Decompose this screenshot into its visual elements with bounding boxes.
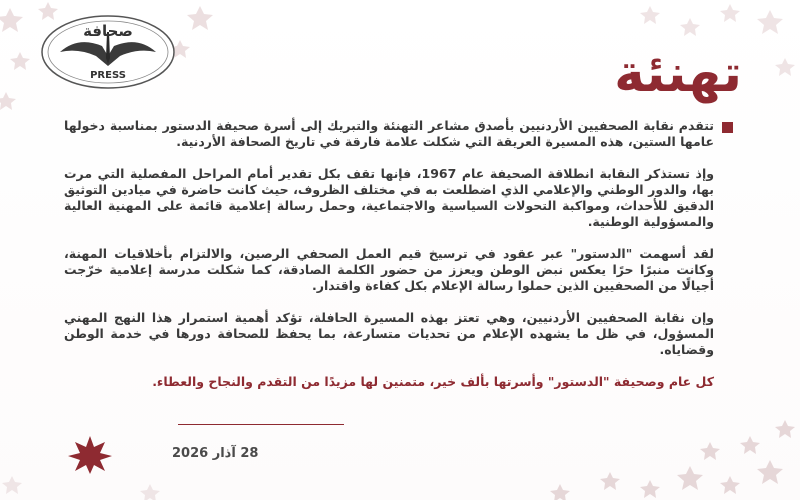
paragraph-1: تتقدم نقابة الصحفيين الأردنيين بأصدق مشاعر التهنئة والتبريك إلى أسرة صحيفة الدستور بمناسبة دخولها عامها الستين، هذه المسيرة العريقة التي شكلت علامة فارقة في تاريخ الصحافة الأردنية. — [64, 118, 714, 149]
paragraph-3: لقد أسهمت "الدستور" عبر عقود في ترسيخ قيم العمل الصحفي الرصين، والالتزام بأخلاقيات المهنة، وكانت منبرًا حرًا يعكس نبض الوطن ويعزز من حضور الكلمة الصادقة، كما شكلت مدرسة إعلامية خرّجت أجيالًا من الصحفيين الذين حملوا رسالة الإعلام بكل كفاءة واقتدار. — [64, 246, 714, 293]
seven-pointed-star-icon — [58, 434, 122, 474]
letter-body — [64, 118, 714, 406]
date-text: 28 آذار 2026 — [172, 446, 259, 461]
page-title: تهنئة — [614, 44, 742, 104]
logo-english-text: PRESS — [90, 70, 126, 81]
paragraph-closing: كل عام وصحيفة "الدستور" وأسرتها بألف خير، متمنين لها مزيدًا من التقدم والنجاح والعطاء. — [152, 374, 714, 389]
press-syndicate-logo — [38, 12, 178, 90]
footer-divider — [178, 424, 344, 425]
logo-arabic-text: صحافة — [83, 22, 133, 40]
press-syndicate-emblem-icon — [38, 12, 178, 90]
paragraph-4: وإن نقابة الصحفيين الأردنيين، وهي تعتز بهذه المسيرة الحافلة، تؤكد أهمية استمرار هذا النهج المهني المسؤول، في ظل ما يشهده الإعلام من تحديات متسارعة، بما يحفظ للصحافة دورها في خدمة الوطن وقضاياه. — [64, 310, 714, 357]
paragraph-2: وإذ تستذكر النقابة انطلاقة الصحيفة عام 1967، فإنها تقف بكل تقدير أمام المراحل المفصلية التي مرت بها، والدور الوطني والإعلامي الذي اضطلعت به في مختلف الظروف، حيث كانت حاضرة في ميادين التوثيق الدقيق للأحداث، ومواكبة التحولات السياسية والاجتماعية، وحمل رسالة إعلامية قائمة على المهنية العالية والمسؤولية الوطنية. — [64, 166, 714, 229]
square-bullet-icon — [722, 122, 733, 133]
